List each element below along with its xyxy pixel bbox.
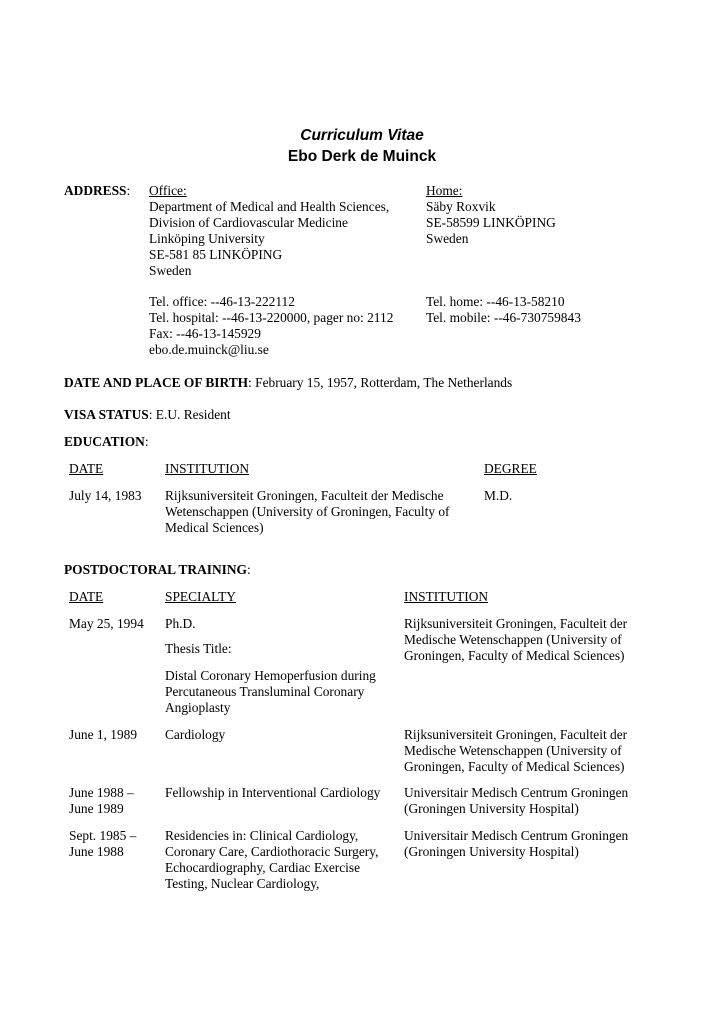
postdoc-institution-line: Universitair Medisch Centrum Groningen bbox=[404, 828, 629, 843]
birth-label: DATE AND PLACE OF BIRTH bbox=[64, 375, 249, 390]
postdoc-institution bbox=[404, 828, 628, 860]
education-label: EDUCATION bbox=[64, 434, 145, 449]
postdoc-institution bbox=[404, 727, 627, 775]
education-institution-line: Wetenschappen (University of Groningen, Faculty of bbox=[165, 504, 450, 519]
postdoc-specialty-line: Testing, Nuclear Cardiology, bbox=[165, 876, 320, 891]
education-institution-header: INSTITUTION bbox=[165, 461, 250, 476]
office-contact-line: Tel. office: --46-13-222112 bbox=[149, 294, 295, 309]
visa-value: E.U. Resident bbox=[155, 407, 231, 422]
postdoc-date: May 25, 1994 bbox=[69, 616, 144, 631]
postdoc-institution-line: Universitair Medisch Centrum Groningen bbox=[404, 785, 629, 800]
postdoc-specialty-line: Echocardiography, Cardiac Exercise bbox=[165, 860, 361, 875]
birth-value: February 15, 1957, Rotterdam, The Netherlands bbox=[255, 375, 513, 390]
postdoc-institution-line: Rijksuniversiteit Groningen, Faculteit der bbox=[404, 727, 628, 742]
office-line: SE-581 85 LINKÖPING bbox=[149, 247, 283, 262]
postdoc-institution-line: Medische Wetenschappen (University of bbox=[404, 743, 622, 758]
education-date-header: DATE bbox=[69, 461, 104, 476]
postdoc-institution-line: Rijksuniversiteit Groningen, Faculteit der bbox=[404, 616, 628, 631]
postdoc-specialty-header: SPECIALTY bbox=[165, 589, 236, 604]
address-label: ADDRESS bbox=[64, 183, 127, 198]
education-institution bbox=[165, 488, 450, 536]
postdoc-date-line: June 1989 bbox=[69, 801, 124, 816]
visa-section: VISA STATUS: E.U. Resident bbox=[64, 407, 231, 422]
postdoc-institution-header: INSTITUTION bbox=[404, 589, 489, 604]
postdoc-date: June 1, 1989 bbox=[69, 727, 138, 742]
postdoc-section: POSTDOCTORAL TRAINING: bbox=[64, 562, 251, 577]
education-section: EDUCATION: bbox=[64, 434, 149, 449]
education-date: July 14, 1983 bbox=[69, 488, 142, 503]
postdoc-date-line: June 1988 – bbox=[69, 785, 134, 800]
cv-title: Curriculum Vitae bbox=[300, 127, 424, 144]
postdoc-institution-line: (Groningen University Hospital) bbox=[404, 844, 579, 859]
person-name: Ebo Derk de Muinck bbox=[287, 148, 437, 165]
postdoc-date-line: Sept. 1985 – bbox=[69, 828, 137, 843]
thesis-title-line: Distal Coronary Hemoperfusion during bbox=[165, 668, 376, 683]
office-contact-line: Fax: --46-13-145929 bbox=[149, 326, 261, 341]
postdoc-date bbox=[69, 785, 134, 817]
postdoc-date-line: June 1988 bbox=[69, 844, 124, 859]
home-line: SE-58599 LINKÖPING bbox=[426, 215, 556, 230]
visa-label: VISA STATUS bbox=[64, 407, 149, 422]
home-contacts bbox=[426, 294, 581, 326]
postdoc-label: POSTDOCTORAL TRAINING bbox=[64, 562, 247, 577]
birth-section: DATE AND PLACE OF BIRTH: February 15, 1957, Rotterdam, The Netherlands bbox=[64, 375, 513, 390]
postdoc-date bbox=[69, 828, 136, 860]
education-degree: M.D. bbox=[484, 488, 513, 503]
postdoc-specialty bbox=[165, 828, 378, 892]
postdoc-institution-line: Groningen, Faculty of Medical Sciences) bbox=[404, 759, 625, 774]
postdoc-institution-line: (Groningen University Hospital) bbox=[404, 801, 579, 816]
home-address bbox=[426, 199, 556, 247]
thesis-title-label: Thesis Title: bbox=[165, 641, 232, 656]
postdoc-specialty: Fellowship in Interventional Cardiology bbox=[165, 785, 381, 800]
thesis-title-line: Angioplasty bbox=[165, 700, 231, 715]
office-contacts bbox=[149, 294, 393, 358]
postdoc-institution bbox=[404, 616, 627, 664]
office-contact-line: Tel. hospital: --46-13-220000, pager no: 2112 bbox=[149, 310, 394, 325]
address-section: ADDRESS: bbox=[64, 183, 131, 198]
office-heading: Office: bbox=[149, 183, 187, 198]
office-line: Sweden bbox=[149, 263, 192, 278]
postdoc-institution bbox=[404, 785, 628, 817]
home-contact-line: Tel. home: --46-13-58210 bbox=[426, 294, 565, 309]
office-line: Division of Cardiovascular Medicine bbox=[149, 215, 348, 230]
education-degree-header: DEGREE bbox=[484, 461, 537, 476]
postdoc-specialty-line: Coronary Care, Cardiothoracic Surgery, bbox=[165, 844, 379, 859]
postdoc-specialty-line: Residencies in: Clinical Cardiology, bbox=[165, 828, 359, 843]
email-address: ebo.de.muinck@liu.se bbox=[149, 342, 269, 357]
thesis-title bbox=[165, 668, 376, 716]
education-institution-line: Rijksuniversiteit Groningen, Faculteit der Medische bbox=[165, 488, 444, 503]
postdoc-specialty: Ph.D. bbox=[165, 616, 196, 631]
postdoc-date-header: DATE bbox=[69, 589, 104, 604]
office-address bbox=[149, 199, 389, 279]
postdoc-specialty: Cardiology bbox=[165, 727, 226, 742]
home-contact-line: Tel. mobile: --46-730759843 bbox=[426, 310, 581, 325]
home-heading: Home: bbox=[426, 183, 463, 198]
home-line: Säby Roxvik bbox=[426, 199, 496, 214]
postdoc-institution-line: Groningen, Faculty of Medical Sciences) bbox=[404, 648, 625, 663]
postdoc-institution-line: Medische Wetenschappen (University of bbox=[404, 632, 622, 647]
thesis-title-line: Percutaneous Transluminal Coronary bbox=[165, 684, 365, 699]
office-line: Department of Medical and Health Sciences, bbox=[149, 199, 390, 214]
education-institution-line: Medical Sciences) bbox=[165, 520, 264, 535]
home-line: Sweden bbox=[426, 231, 469, 246]
office-line: Linköping University bbox=[149, 231, 265, 246]
